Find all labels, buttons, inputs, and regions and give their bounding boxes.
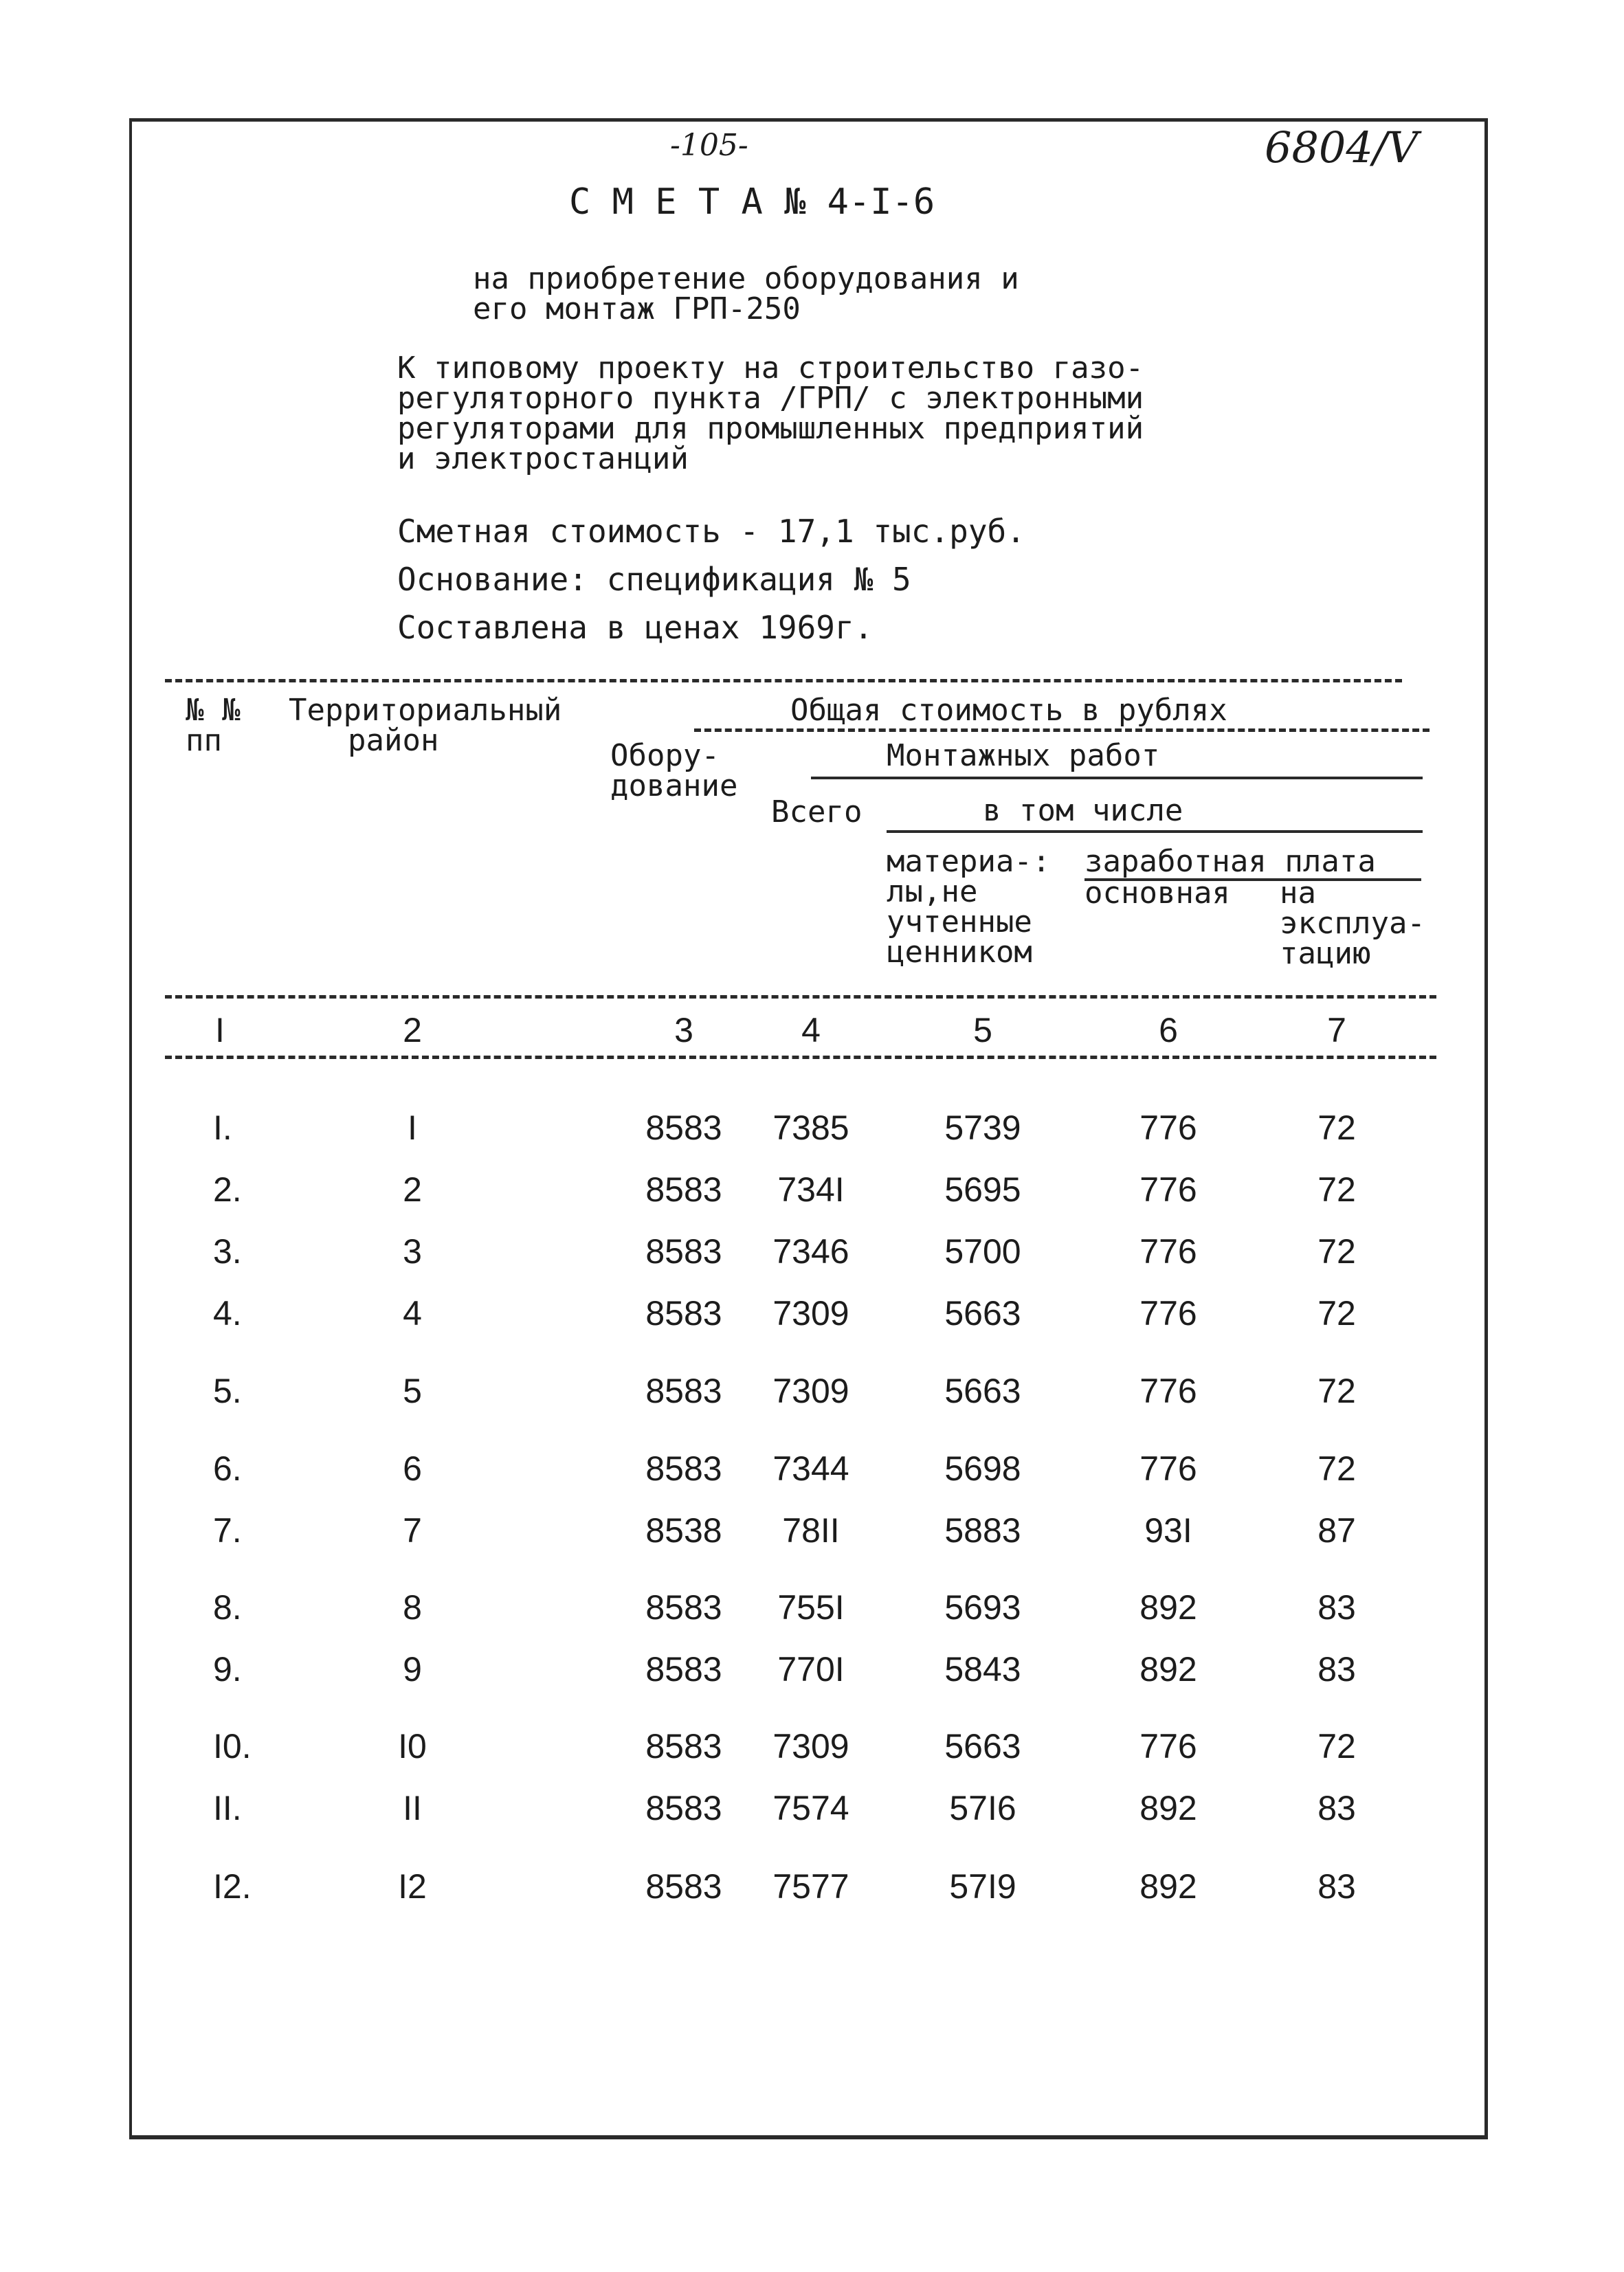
column-number: 4 [801,1011,821,1049]
header-total-cost: Общая стоимость в рублях [790,693,1227,728]
equipment-cost-cell: 8583 [645,1109,722,1147]
subtitle-line: его монтаж ГРП-250 [473,291,801,326]
wages-operation-cell: 83 [1317,1867,1356,1906]
wages-main-cell: 776 [1139,1449,1197,1488]
document-title: С М Е Т А № 4-I-6 [569,181,935,223]
materials-cost-cell: 5663 [944,1294,1021,1333]
row-number-cell: I2. [213,1867,252,1906]
header-wages-ops: на эксплуа- тацию [1280,876,1425,971]
installation-total-cell: 7346 [772,1232,849,1271]
page-number: -105- [670,128,748,163]
district-number-cell: 4 [403,1294,422,1333]
header-equipment: Обору- дование [610,738,738,803]
materials-cost-cell: 5739 [944,1109,1021,1147]
document-number: 6804/V [1265,122,1419,172]
materials-cost-cell: 5698 [944,1449,1021,1488]
equipment-cost-cell: 8538 [645,1511,722,1550]
wages-operation-cell: 72 [1317,1449,1356,1488]
wages-operation-cell: 72 [1317,1232,1356,1271]
row-number-cell: I0. [213,1727,252,1766]
wages-main-cell: 892 [1139,1789,1197,1827]
row-number-cell: 4. [213,1294,242,1333]
district-number-cell: I0 [398,1727,427,1766]
project-description [397,350,1144,476]
wages-main-cell: 776 [1139,1232,1197,1271]
equipment-cost-cell: 8583 [645,1727,722,1766]
installation-total-cell: 78II [782,1511,840,1550]
wages-operation-cell: 72 [1317,1727,1356,1766]
row-number-cell: 8. [213,1588,242,1627]
header-wages: заработная плата [1084,844,1376,879]
district-number-cell: 3 [403,1232,422,1271]
materials-cost-cell: 57I9 [949,1867,1016,1906]
wages-main-cell: 776 [1139,1109,1197,1147]
project-line: регуляторного пункта /ГРП/ с электронными [397,381,1144,416]
wages-main-cell: 776 [1139,1372,1197,1410]
header-including: в том числе [983,793,1183,828]
header-installation: Монтажных работ [887,738,1160,773]
header-materials: материа-: лы,не учтенные ценником [887,844,1051,970]
wages-main-cell: 776 [1139,1170,1197,1209]
project-line: К типовому проекту на строительство газо- [397,350,1144,386]
column-number-rule [165,1056,1436,1059]
row-number-cell: 2. [213,1170,242,1209]
equipment-cost-cell: 8583 [645,1294,722,1333]
materials-cost-cell: 5663 [944,1727,1021,1766]
district-number-cell: 9 [403,1650,422,1689]
column-number: I [215,1011,225,1049]
row-number-cell: 6. [213,1449,242,1488]
wages-operation-cell: 72 [1317,1294,1356,1333]
equipment-cost-cell: 8583 [645,1867,722,1906]
wages-operation-cell: 83 [1317,1588,1356,1627]
installation-total-cell: 770I [777,1650,845,1689]
column-number: 6 [1159,1011,1178,1049]
wages-operation-cell: 87 [1317,1511,1356,1550]
district-number-cell: II [403,1789,422,1827]
row-number-cell: 5. [213,1372,242,1410]
subtitle-block [473,261,1019,326]
installation-total-cell: 7309 [772,1727,849,1766]
total-cost-rule [694,728,1430,732]
wages-main-cell: 776 [1139,1727,1197,1766]
column-number: 7 [1327,1011,1346,1049]
header-wages-main: основная [1084,876,1230,911]
materials-cost-cell: 5843 [944,1650,1021,1689]
project-line: регуляторами для промышленных предприятий [397,411,1144,446]
district-number-cell: 5 [403,1372,422,1410]
district-number-cell: 6 [403,1449,422,1488]
row-number-cell: II. [213,1789,242,1827]
installation-total-cell: 734I [777,1170,845,1209]
wages-main-cell: 776 [1139,1294,1197,1333]
equipment-cost-cell: 8583 [645,1650,722,1689]
materials-cost-cell: 5695 [944,1170,1021,1209]
equipment-cost-cell: 8583 [645,1232,722,1271]
estimated-cost: Сметная стоимость - 17,1 тыс.руб. [397,513,1025,550]
table-top-rule [165,679,1402,682]
header-district: Территориальный район [289,693,562,758]
district-number-cell: I2 [398,1867,427,1906]
materials-cost-cell: 5693 [944,1588,1021,1627]
installation-total-cell: 7574 [772,1789,849,1827]
subtitle-line: на приобретение оборудования и [473,261,1019,296]
basis: Основание: спецификация № 5 [397,561,911,598]
wages-operation-cell: 72 [1317,1109,1356,1147]
row-number-cell: I. [213,1109,232,1147]
wages-operation-cell: 72 [1317,1170,1356,1209]
wages-main-cell: 93I [1144,1511,1192,1550]
installation-total-cell: 7577 [772,1867,849,1906]
wages-operation-cell: 83 [1317,1650,1356,1689]
header-bottom-rule [165,995,1436,999]
materials-cost-cell: 5700 [944,1232,1021,1271]
price-basis-year: Составлена в ценах 1969г. [397,609,874,646]
district-number-cell: I [408,1109,417,1147]
equipment-cost-cell: 8583 [645,1449,722,1488]
header-all: Всего [771,794,863,829]
installation-total-cell: 755I [777,1588,845,1627]
column-number: 2 [403,1011,422,1049]
wages-main-cell: 892 [1139,1650,1197,1689]
district-number-cell: 8 [403,1588,422,1627]
equipment-cost-cell: 8583 [645,1789,722,1827]
wages-main-cell: 892 [1139,1588,1197,1627]
row-number-cell: 3. [213,1232,242,1271]
column-number: 5 [973,1011,992,1049]
project-line: и электростанций [397,441,689,476]
installation-total-cell: 7309 [772,1372,849,1410]
row-number-cell: 7. [213,1511,242,1550]
equipment-cost-cell: 8583 [645,1372,722,1410]
equipment-cost-cell: 8583 [645,1588,722,1627]
installation-total-cell: 7344 [772,1449,849,1488]
installation-total-cell: 7309 [772,1294,849,1333]
header-number: № № пп [186,693,241,758]
materials-cost-cell: 5883 [944,1511,1021,1550]
materials-cost-cell: 57I6 [949,1789,1016,1827]
installation-total-cell: 7385 [772,1109,849,1147]
row-number-cell: 9. [213,1650,242,1689]
materials-cost-cell: 5663 [944,1372,1021,1410]
district-number-cell: 7 [403,1511,422,1550]
wages-operation-cell: 83 [1317,1789,1356,1827]
column-number: 3 [674,1011,693,1049]
installation-rule [811,777,1423,779]
wages-operation-cell: 72 [1317,1372,1356,1410]
equipment-cost-cell: 8583 [645,1170,722,1209]
district-number-cell: 2 [403,1170,422,1209]
including-rule [887,830,1423,833]
wages-main-cell: 892 [1139,1867,1197,1906]
